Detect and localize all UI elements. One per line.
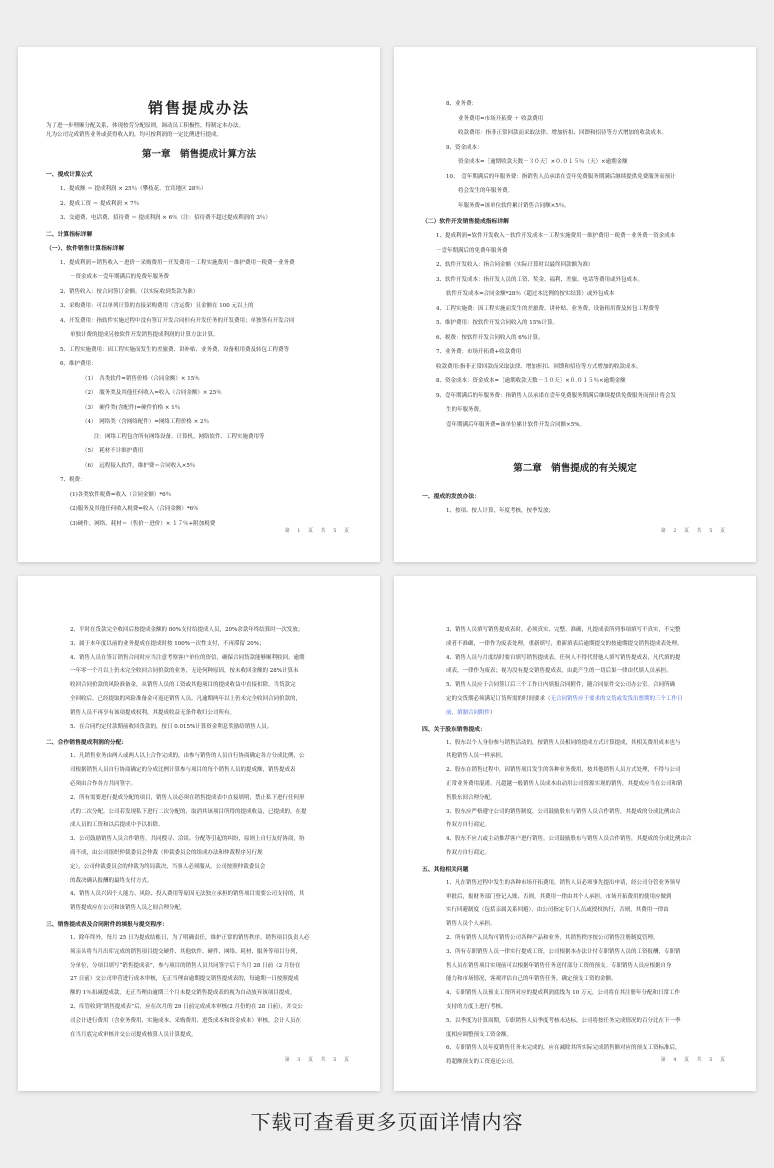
line-text: 分单位，分项目填写“销售提成表”，参与项目的销售人员共同签字后于当月 28 日前（2 月份在 — [70, 962, 301, 969]
line-text: 司根据销售人员自行协商确定的分成比例计算参与项目的每个销售人员的提成额，销售提成表 — [70, 767, 296, 774]
text-line — [422, 1042, 728, 1056]
highlighted-text: 前，填制合同附件 — [446, 709, 491, 716]
text-line — [422, 316, 728, 331]
text-line — [46, 473, 352, 488]
text-line — [46, 861, 352, 875]
line-text: 一年零一个月以上仍未完全收回合同价款的业务，无论何种原因，按未收回金额的 28%计算未 — [70, 668, 299, 675]
line-text: 1、按项、按人计算，年度考核，按季发放； — [446, 508, 555, 514]
text-line — [422, 155, 728, 170]
text-line — [422, 199, 728, 214]
line-text: 3、所有专职销售人员一律实行提成工资，公司根据本办法计付专职销售人员的工资报酬，专职销 — [446, 948, 681, 955]
line-text: 能力和市场情况，客观评估自己的年销售任务，确定预支工资的金额。 — [446, 976, 617, 983]
text-line — [46, 1015, 352, 1029]
line-text: 2、提成工资 ＝ 提成利润 × 7％ — [60, 200, 140, 207]
line-text: 1、凡在销售过程中发生的各种市场开拓费用，销售人员必须事先提出申请，经公司分管业务领导 — [446, 879, 681, 886]
text-line — [422, 112, 728, 127]
line-text: 5、在合同约定付款期前收回货款的，按日 0.015%计算资金利息奖励给销售人员。 — [70, 723, 273, 730]
line-text: 8、资金成本：资金成本=［逾期收款天数－３０天］×０.０１５％×逾期金额 — [436, 378, 626, 384]
line-text: （6） 远程接入软件，维护费＝合同收入×5％ — [82, 462, 196, 469]
text-line — [422, 707, 728, 721]
line-text: 5、以季度为计算周期，专职销售人员季度考核未达标，公司将按任务完成情况的百分比在下一季 — [446, 1017, 681, 1024]
text-line — [422, 1001, 728, 1015]
line-text: 9、壹年期满后的年服务费：指销售人员承诺在壹年免费服务期满后继续提供免费服务而预计将会发 — [436, 392, 677, 399]
text-line — [422, 1029, 728, 1043]
text-line — [46, 270, 352, 285]
text-line — [422, 1015, 728, 1029]
page-number: 第 2 页 共 5 页 — [660, 528, 728, 534]
text-line — [46, 679, 352, 693]
line-text: 1、提成利润=软件开发收入－软件开发成本－工程实施费用－维护费用－税费－业务费－资金成本 — [436, 233, 676, 239]
text-line — [422, 624, 728, 638]
line-text: 5、工程实施费用：因工程实施而发生的差旅费、讲补贴、业务费、设备租用费及转包工程费等 — [60, 346, 290, 353]
text-line — [46, 973, 352, 987]
line-text: 4、销售人员与月度结时要自填写销售提成表，任何人不得代替他人填写销售提成表，凡代填的提 — [446, 654, 681, 661]
line-text: 将会发生的年服务费。 — [458, 188, 514, 194]
text-line — [422, 273, 728, 288]
line-text: 生的年服务费。 — [446, 407, 485, 413]
line-text-tail: ） — [490, 709, 496, 716]
line-text: 2、所有销售人员均可销售公司各种产品和业务，其销售秩序按公司销售注册制度管理。 — [446, 934, 659, 941]
line-text: 年服务费=该单位软件累计销售合同额×5％。 — [458, 202, 570, 209]
line-text: 商不成，由公司组织仲裁委员会仲裁（仲裁委员会的组成办法和仲裁程序另行规 — [70, 849, 263, 856]
text-line — [422, 778, 728, 792]
line-text: （1） 各类软件=销售价格（合同金额）× 15％ — [82, 375, 200, 382]
text-line — [422, 229, 728, 244]
line-text: 6、税费：按软件开发合同收入的 6%计算。 — [436, 334, 544, 341]
section-heading: 四、关于股东销售提成： — [422, 726, 486, 733]
document-page-4 — [394, 576, 756, 1091]
line-text: 4、工程实施费：因工程实施而发生的差旅费、讲补贴、业务费、设备租用费及转包工程费等 — [436, 305, 660, 312]
text-line — [422, 891, 728, 905]
line-text: 度相应调整预支工资金额。 — [446, 1031, 513, 1038]
line-text: 1、提成利润＝销售收入－进价－采购费用－开发费用－工程实施费用－维护费用－税费－业务费 — [60, 259, 295, 266]
text-line — [46, 502, 352, 517]
section-heading: 二、合作销售提成利润的分配： — [46, 740, 128, 747]
intro-line: 凡为公司完成销售业务或获得收入的，均可按利润的一定比例进行提成。 — [46, 131, 223, 138]
text-line — [422, 504, 728, 519]
text-line — [422, 345, 728, 360]
text-line — [422, 750, 728, 764]
download-caption: 下载可查看更多页面详情内容 — [250, 1110, 524, 1134]
text-line — [46, 888, 352, 902]
line-text: 作双方自行商定。 — [446, 849, 491, 856]
line-text: 3、软件开发成本：指开发人员的工资、奖金、福利、差旅、电话等费用或外包成本。 — [436, 276, 644, 283]
line-text: 7、税费： — [60, 477, 86, 483]
text-line — [46, 415, 352, 430]
text-line — [422, 806, 728, 820]
line-text: 3、公司鼓励销售人员合作销售，共同搜寻、洽谈、分配等引起的纠纷，原则上自行友好协商，协 — [70, 836, 305, 843]
line-text: (1)各类软件税费=收入（合同金额）*6％ — [70, 491, 172, 498]
text-line — [46, 932, 352, 946]
text-line — [422, 126, 728, 141]
line-text: 4、专职销售人员预支工资所对应的提成利润底线为 10 万元，公司将在其注册年分配和日常工作 — [446, 990, 680, 997]
text-line — [422, 833, 728, 847]
text-line — [46, 444, 352, 459]
text-line — [422, 97, 728, 112]
text-line — [46, 707, 352, 721]
text-line — [46, 488, 352, 503]
text-line — [422, 665, 728, 679]
text-line — [46, 778, 352, 792]
text-line — [46, 211, 352, 226]
line-text: 9、资金成本： — [446, 144, 483, 151]
text-line — [46, 946, 352, 960]
text-line — [46, 624, 352, 638]
text-line — [422, 987, 728, 1001]
line-text: （5） 耗材不计维护费用 — [82, 448, 144, 454]
line-text: 的裁决确认报酬的最终支付方式。 — [70, 877, 153, 884]
line-text: 1、股东以个人身份参与销售活动的，按销售人员相同的提成方式计算提成，其相关费用成本也与 — [446, 739, 681, 746]
text-line — [46, 875, 352, 889]
text-line — [422, 141, 728, 156]
text-line — [46, 847, 352, 861]
line-text: 3、采购费用：可以单列计算的直接采购费用（含运费）且金额在 100 元以上的 — [60, 303, 254, 309]
line-text: 6、专职销售人员年度销售任务未完成的，应在减除其所实际完成销售额对应的预支工资标准后， — [446, 1045, 681, 1052]
text-line — [422, 170, 728, 185]
text-line — [46, 833, 352, 847]
text-line — [46, 693, 352, 707]
text-line — [422, 877, 728, 891]
line-text: －壹年期满后的免费年服务费 — [436, 247, 508, 254]
text-line — [46, 285, 352, 300]
text-line — [422, 418, 728, 433]
line-text: 实行回避制度（包括亲属关系回避），由公司指定专门人员或授权执行，否则，其费用一律由 — [446, 907, 669, 914]
chapter-heading: 第二章 销售提成的有关规定 — [513, 463, 637, 474]
text-line — [46, 652, 352, 666]
text-line — [46, 401, 352, 416]
text-line — [422, 904, 728, 918]
text-line — [46, 665, 352, 679]
text-line — [422, 693, 728, 707]
section-heading: 一、提成计算公式 — [46, 172, 93, 178]
text-line — [422, 960, 728, 974]
intro — [46, 122, 352, 139]
line-text: 审批后，报财务部门登记入账，否则，其费用一律由其个人承担。市场开拓费用的使用应做到 — [446, 893, 672, 900]
line-text: 4、开发费用：指软件实施过程中没有签订开发合同但有开发任务的开发费用；单独签有开发合同 — [60, 317, 295, 324]
line-text: 2、平时在货款完全收回后按提成金额的 80%支付给提成人员，20%余款年终结算时一次发放； — [70, 627, 304, 633]
text-line — [422, 360, 728, 375]
text-line — [422, 946, 728, 960]
text-line — [46, 357, 352, 372]
line-text: 额的 1％扣减提成款，无正当理由逾期三个月未提交销售提成表的视为自动放弃该项目提成。 — [70, 990, 296, 997]
text-line — [46, 430, 352, 445]
line-text: 销售人员不再享有该项提成权利，其提成收益无条件收归公司所有。 — [70, 709, 236, 716]
page-number: 第 1 页 共 5 页 — [284, 528, 352, 534]
line-text: (3)硬件、网络、耗材＝（售价－进价）× １７％+附加税费 — [70, 520, 216, 527]
text-line — [46, 182, 352, 197]
text-line — [46, 764, 352, 778]
text-line — [46, 806, 352, 820]
line-text: 将超额预支的工资返还公司。 — [446, 1059, 518, 1066]
line-text: 业务费用=市场开拓费 ＋ 收款费用 — [458, 115, 544, 122]
text-line — [46, 299, 352, 314]
text-line — [422, 918, 728, 932]
line-text: 收回合同价款的风险准备金，从销售人员的工资或其他项目的提成收益中直接扣除。当货款完 — [70, 682, 296, 689]
line-text: 7、业务费：市场开拓费+收款费用 — [436, 349, 522, 355]
text-line — [46, 987, 352, 1001]
page-body — [422, 624, 728, 1070]
page-body — [422, 97, 728, 432]
text-line — [46, 386, 352, 401]
line-text: 成人员的工资和以后提成中予以扣除。 — [70, 822, 164, 829]
line-text: 4、股东不应占或主动推荐客户进行销售。公司鼓励股东与销售人员合作销售，其提成的分成比例由合 — [446, 836, 692, 843]
text-line — [46, 902, 352, 916]
line-text: 成者不准确，一律作为废表处理，重新填写，重新填表后逾期提交的按逾期提交销售提成表处理。 — [446, 640, 683, 647]
text-line — [46, 1029, 352, 1043]
line-text: 在当月底完成审核并交公司提成核算人员计算提成。 — [70, 1031, 197, 1038]
text-line — [422, 819, 728, 833]
line-text: 1、除年终外，每月 25 日为提成结账日，为了明确责任，维护正常的销售秩序，销售项目负责人必 — [70, 934, 310, 941]
line-text: 3、销售人员填写销售提成表时，必须真实、完整、准确，凡提成表所列事项填写不真实，不完整 — [446, 627, 681, 633]
text-line — [422, 973, 728, 987]
page-number: 第 3 页 共 5 页 — [284, 1057, 352, 1063]
text-line — [46, 638, 352, 652]
line-text: 作双方自行商定。 — [446, 822, 491, 829]
document-page-2 — [394, 47, 756, 562]
text-line — [46, 750, 352, 764]
line-text: 壹年期满后年服务费=该单位累计软件开发合同额×5%。 — [446, 421, 585, 428]
line-text: 4、销售人员在签订销售合同时应当注意考察客户单位的资信，确保合同货款能够顺利收回。逾期 — [70, 654, 305, 661]
page-body — [46, 624, 352, 1042]
line-text: 8、业务费： — [446, 101, 477, 107]
line-text: 10、 壹年期满后的年服务费：指销售人员承诺在壹年免费服务期满后继续提供免费服务而预计 — [446, 173, 676, 180]
text-line — [422, 258, 728, 273]
document-title: 销售提成办法 — [147, 99, 250, 117]
text-line — [46, 459, 352, 474]
line-text: 正常业务费用混淆。凡超越一般销售人员成本由动用公司资源实现的销售，其提成应当在公司和销 — [446, 780, 683, 787]
line-text: 收款费用:指非正常回款而采取法律、增加折扣、回馈和招待等方式增加的收款成本。 — [436, 363, 642, 370]
text-line — [46, 1001, 352, 1015]
section-heading: 一、提成的发放办法： — [422, 494, 480, 500]
line-text: 2、股东在销售过程中，因销售项目发生的各种业务费用，按其他销售人员方式处理，不得与公司 — [446, 767, 681, 774]
text-line — [422, 679, 728, 693]
line-text: 3、交通费、电话费、招待费 ＝ 提成利润 × 6％（注：招待费不超过提成利润的 3％） — [60, 215, 271, 221]
line-text: 收款费用：指非正常回款而采取法律、增加折扣、回馈和招待等方式增加的收款成本。 — [458, 130, 668, 136]
text-line — [422, 847, 728, 861]
text-line — [422, 403, 728, 418]
line-text: 销售提成应在公司和该销售人员之间合理分配。 — [70, 905, 186, 912]
line-text: 5、销售人员应于合同签订后三个工作日内填报合同附件，随合同原件交公司办公室。合同所确 — [446, 682, 676, 689]
text-line — [46, 792, 352, 806]
text-line — [422, 184, 728, 199]
line-text: 单独计费的提成另按软件开发销售提成利润的计算方法计算。 — [70, 332, 219, 338]
line-text: 2、所有需要进行提成分配的项目，销售人员必须在销售提成表中直接填明，禁止私下进行任何形 — [70, 794, 305, 801]
text-line — [46, 960, 352, 974]
line-text: 资金成本=［逾期收款天数－３０天］×０.０１５％（天）×逾期金额 — [458, 159, 628, 165]
text-line — [46, 372, 352, 387]
intro-line: 为了进一步理顺分配关系，体现按劳分配原则，调动员工积极性，特制定本办法。 — [46, 123, 245, 129]
text-line — [422, 331, 728, 346]
line-text: 2、软件开发收入：指合同金额（实际计算时以最终回款额为准） — [436, 262, 594, 268]
section-heading: （二）软件开发销售提成指标详解 — [422, 219, 509, 225]
text-line — [422, 737, 728, 751]
line-text: 2、销售收入：按合同签订金额。（以实际收到货款为准） — [60, 288, 199, 295]
line-text: （3） 硬件类(含配件)=硬件价格 × 1％ — [82, 404, 181, 411]
line-text: 定），公司仲裁委员会的仲裁为终局裁决，当事人必须服从。公司按照仲裁委员会 — [70, 863, 266, 870]
line-text: 6、维护费用： — [60, 361, 97, 367]
line-text: 1、提成额 ＝ 提成利润 × 25％（攀枝花、宜宾地区 28％） — [60, 186, 207, 192]
text-line — [46, 328, 352, 343]
line-text: 5、维护费用：按软件开发合同收入的 15%计算。 — [436, 320, 558, 326]
document-page-1 — [18, 47, 380, 562]
text-line — [422, 652, 728, 666]
line-text: 定的交货期必须满足订货所需的时间要求（ — [446, 695, 551, 702]
text-line — [46, 314, 352, 329]
line-text: 3、股东应严格遵守公司的销售制度，公司鼓励股东与销售人员合作销售，其提成的分成比例由合 — [446, 808, 681, 815]
section-heading: 三、销售提成表及合同附件的填报与提交程序： — [46, 921, 168, 928]
line-text: 全回收后，已经提取的风险准备金可返还销售人员。凡逾期两年以上仍未完全收回合同价款的， — [70, 695, 302, 702]
text-line — [422, 638, 728, 652]
line-text: 售人员在销售项目实现前可以根据年销售任务送付部分工资的预支。专职销售人员应根据自身 — [446, 962, 672, 969]
section-heading: 二、计算指标详解 — [46, 231, 93, 238]
page-number: 第 4 页 共 5 页 — [660, 1057, 728, 1063]
line-text: 必须由合作各方共同签字。 — [70, 780, 137, 787]
line-text: 售股东间合理分配。 — [446, 794, 496, 801]
line-text: 4、销售人员兴因个人能力、风险、投入费用等原因无法独立承担的销售项目需要公司支持的，其 — [70, 891, 305, 898]
text-line — [422, 389, 728, 404]
text-line — [422, 932, 728, 946]
text-line — [422, 764, 728, 778]
text-line — [422, 374, 728, 389]
line-text: 1、凡销售业务由两人或两人以上合作完成的，由参与销售的人员自行协商确定各方分成比例，公 — [70, 753, 305, 760]
line-text: 注：网络工程包含所有网络设备、计算机、网络软件、工程实施费用等 — [94, 433, 265, 440]
text-line — [46, 197, 352, 212]
line-text: 式的二次分配。公司若发现私下进行二次分配的，取消其该项目所得的提成收益，已提成的，在提 — [70, 808, 307, 815]
line-text: 27 日前）交公司审营进行成本审核，无正当理由逾期提交销售提成表的，每逾期一日按照提成 — [70, 976, 299, 983]
chapter-heading: 第一章 销售提成计算方法 — [141, 149, 256, 160]
line-text: 3、属于本年度以前的业务提成在提成时按 100%一次性支付，不再滞留 20%； — [70, 640, 265, 647]
text-line — [422, 287, 728, 302]
page-body — [46, 170, 352, 531]
line-text: 软件开发成本=合同金额*28％（超过本比例的按实结算）或外包成本 — [446, 291, 615, 297]
section-heading: （一）、软件销售计算指标详解 — [46, 245, 125, 252]
line-text: 须亲头将当月出库完成的销售项目提交硬件、其他软件、硬件、网络、耗材、服务等项目分列， — [70, 948, 302, 955]
line-text: 其他销售人员一样承担。 — [446, 753, 507, 760]
text-line — [422, 302, 728, 317]
line-text: 2、库管收到“销售提成表”后，应在次月的 29 日前完成成本审核(2 月份的在 28 日前），并交公 — [70, 1003, 303, 1010]
text-line — [46, 256, 352, 271]
document-page-3 — [18, 576, 380, 1091]
line-text: 成表，一律作为废表；视为没有提交销售提成表，由此产生的一切后果一律由代填人员承担。 — [446, 668, 672, 675]
section-heading: 五、其他相关问题 — [422, 866, 469, 873]
page-body — [422, 492, 728, 519]
line-text: （2） 服务类及其他任何收入=收入（合同金额）× 25％ — [82, 390, 222, 396]
line-text: －资金成本－壹年期满后的免费年服务费 — [70, 274, 170, 280]
text-line — [422, 244, 728, 259]
line-text: (2)服务及其他任何收入税费=收入（合同金额）*6％ — [70, 506, 199, 512]
line-text: （4） 网络类（含网络配件）=网络工程价格 × 2％ — [82, 419, 209, 425]
text-line — [422, 792, 728, 806]
text-line — [46, 721, 352, 735]
line-text: 销售人员个人承担。 — [446, 921, 496, 928]
text-line — [46, 343, 352, 358]
text-line — [46, 819, 352, 833]
line-text: 支持的力度上进行考核。 — [446, 1003, 507, 1010]
line-text: 司会计进行费用（含业务费用、实施成本、采购费用、进货成本和资金成本）审核，会计人员在 — [70, 1017, 302, 1024]
highlighted-text: 无合同销售应于要求的交货或发货出票期的三个工作日 — [550, 695, 683, 702]
